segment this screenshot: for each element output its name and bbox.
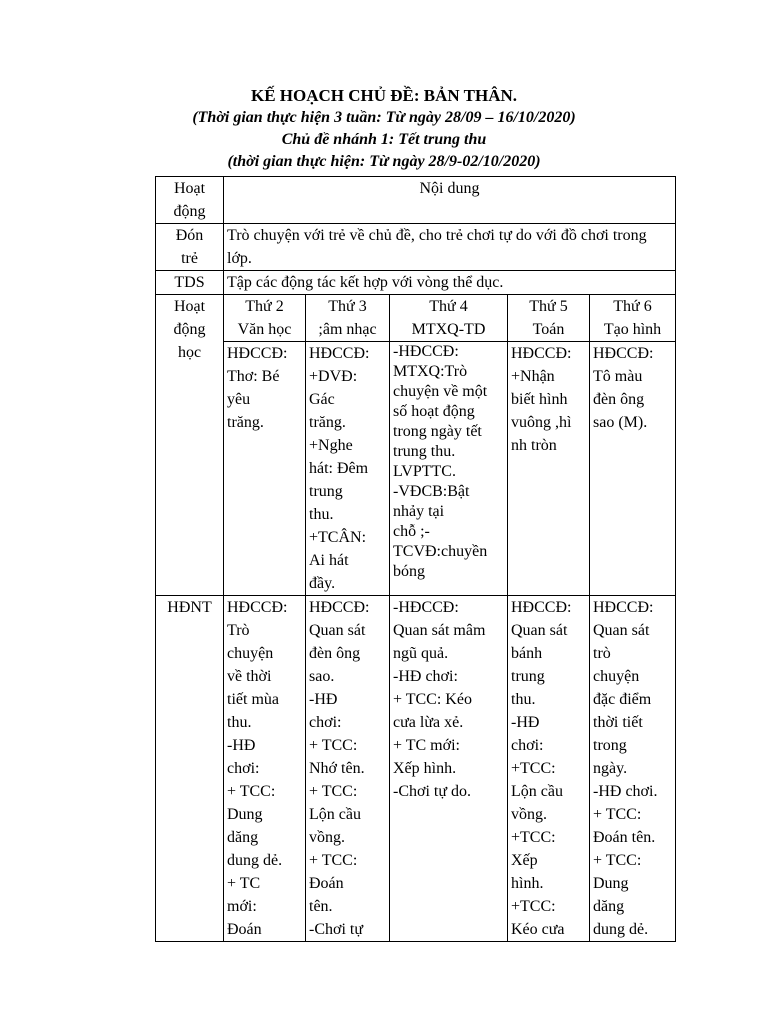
day-name: Thứ 3 — [328, 298, 367, 315]
day-subject: MTXQ-TD — [411, 321, 486, 338]
day-name: Thứ 2 — [245, 298, 284, 315]
hdnt-cell-wed: -HĐCCĐ: Quan sát mâm ngũ quả. -HĐ chơi: + TCC: Kéo cưa lừa xẻ. + TC mới: Xếp hình. -Chơi tự do. — [390, 596, 508, 942]
day-name: Thứ 6 — [613, 298, 652, 315]
document-header — [0, 85, 768, 173]
row-label-tds: TDS — [156, 271, 224, 295]
day-name: Thứ 5 — [529, 298, 568, 315]
don-tre-content: Trò chuyện với trẻ về chủ đề, cho trẻ chơi tự do với đồ chơi trong lớp. — [224, 224, 676, 271]
day-header-wed — [390, 295, 508, 342]
day-subject: Tạo hình — [603, 321, 662, 338]
subtopic-duration: (thời gian thực hiện: Từ ngày 28/9-02/10/2020) — [227, 153, 541, 170]
hdnt-cell-tue: HĐCCĐ: Quan sát đèn ông sao. -HĐ chơi: + TCC: Nhớ tên. + TCC: Lộn cầu vồng. + TCC: Đoán tên. -Chơi tự — [306, 596, 390, 942]
table-row-hoat-dong-hoc — [156, 342, 676, 596]
hdnt-cell-thu: HĐCCĐ: Quan sát bánh trung thu. -HĐ chơi: +TCC: Lộn cầu vồng. +TCC: Xếp hình. +TCC: Kéo cưa — [508, 596, 590, 942]
hdh-cell-mon: HĐCCĐ: Thơ: Bé yêu trăng. — [224, 342, 306, 596]
plan-duration: (Thời gian thực hiện 3 tuần: Từ ngày 28/09 – 16/10/2020) — [192, 109, 576, 126]
header-activity: Hoạt động — [156, 177, 224, 224]
header-content: Nội dung — [224, 177, 676, 224]
day-subject: ;âm nhạc — [318, 321, 377, 338]
plan-table — [155, 176, 676, 942]
row-label-hdnt: HĐNT — [156, 596, 224, 942]
day-subject: Văn học — [237, 321, 292, 338]
table-row-hoat-dong-hoc-days — [156, 295, 676, 342]
hdh-cell-fri: HĐCCĐ: Tô màu đèn ông sao (M). — [590, 342, 676, 596]
hdh-cell-thu: HĐCCĐ: +Nhận biết hình vuông ,hì nh tròn — [508, 342, 590, 596]
table-row-hdnt — [156, 596, 676, 942]
hdnt-cell-fri: HĐCCĐ: Quan sát trò chuyện đặc điểm thời tiết trong ngày. -HĐ chơi. + TCC: Đoán tên. + TCC: Dung dăng dung dẻ. — [590, 596, 676, 942]
day-header-fri — [590, 295, 676, 342]
subtopic-title: Chủ đề nhánh 1: Tết trung thu — [281, 131, 487, 148]
table-row-tds — [156, 271, 676, 295]
table-row-don-tre — [156, 224, 676, 271]
table-header-row — [156, 177, 676, 224]
day-subject: Toán — [532, 321, 565, 338]
row-label-hoat-dong-hoc: Hoạt động học — [156, 295, 224, 596]
day-header-mon — [224, 295, 306, 342]
day-header-tue — [306, 295, 390, 342]
day-header-thu — [508, 295, 590, 342]
day-name: Thứ 4 — [429, 298, 468, 315]
tds-content: Tập các động tác kết hợp với vòng thể dục. — [224, 271, 676, 295]
row-label-don-tre: Đón trẻ — [156, 224, 224, 271]
hdh-cell-tue: HĐCCĐ: +DVĐ: Gác trăng. +Nghe hát: Đêm trung thu. +TCÂN: Ai hát đầy. — [306, 342, 390, 596]
plan-title: KẾ HOẠCH CHỦ ĐỀ: BẢN THÂN. — [250, 86, 518, 105]
hdh-cell-wed: -HĐCCĐ: MTXQ:Trò chuyện về một số hoạt động trong ngày tết trung thu. LVPTTC. -VĐCB:Bật nhảy tại chỗ ;- TCVĐ:chuyền bóng — [390, 342, 508, 596]
hdnt-cell-mon: HĐCCĐ: Trò chuyện về thời tiết mùa thu. -HĐ chơi: + TCC: Dung dăng dung dẻ. + TC mới: Đoán — [224, 596, 306, 942]
